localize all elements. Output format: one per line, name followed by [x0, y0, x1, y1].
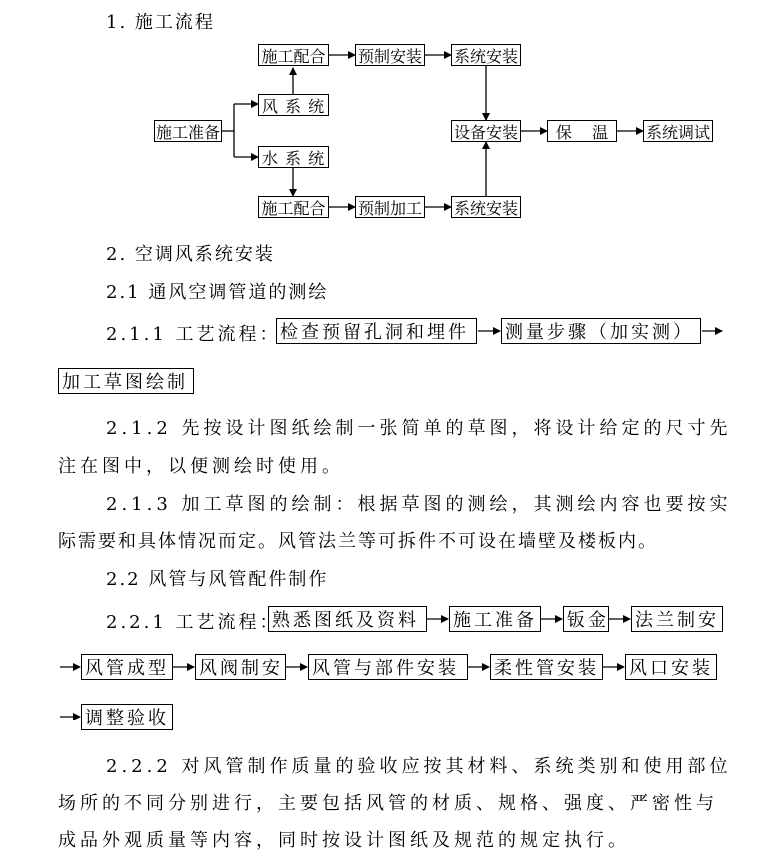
step-construction-prep: 施工准备 — [449, 606, 541, 632]
step-sheet-metal: 钣金 — [563, 606, 609, 632]
paragraph-212-line2: 注在图中，以便测绘时使用。 — [58, 456, 344, 477]
step-familiarize-drawings: 熟悉图纸及资料 — [268, 606, 427, 632]
box-system-install-top: 系统安装 — [451, 44, 521, 66]
heading-duct-survey: 2.1 通风空调管道的测绘 — [106, 282, 329, 303]
process-label-211: 2.1.1 工艺流程： — [106, 324, 281, 345]
paragraph-222-line3: 成品外观质量等内容，同时按设计图纸及规范的规定执行。 — [58, 830, 630, 851]
step-flange-fabrication: 法兰制安 — [631, 606, 723, 632]
box-system-debug: 系统调试 — [643, 120, 713, 142]
paragraph-222-line1: 2.2.2 对风管制作质量的验收应按其材料、系统类别和使用部位 — [106, 756, 732, 777]
step-duct-component-install: 风管与部件安装 — [308, 654, 468, 680]
paragraph-213-line2: 际需要和具体情况而定。风管法兰等可拆件不可设在墙壁及楼板内。 — [58, 531, 658, 552]
step-measure: 测量步骤（加实测） — [501, 318, 701, 344]
box-water-system: 水 系 统 — [258, 146, 329, 168]
step-duct-forming: 风管成型 — [81, 654, 173, 680]
box-equipment-install: 设备安装 — [451, 120, 521, 142]
box-prefab-install: 预制安装 — [355, 44, 425, 66]
box-insulation: 保 温 — [547, 120, 617, 142]
step-check-holes: 检查预留孔洞和埋件 — [276, 318, 477, 344]
step-adjust-acceptance: 调整验收 — [81, 704, 173, 730]
heading-air-system-install: 2. 空调风系统安装 — [106, 244, 275, 265]
step-sketch-drawing: 加工草图绘制 — [58, 368, 194, 394]
process-label-221: 2.2.1 工艺流程： — [106, 612, 281, 633]
paragraph-212-line1: 2.1.2 先按设计图纸绘制一张简单的草图，将设计给定的尺寸先 — [106, 418, 732, 439]
step-damper-fabrication: 风阀制安 — [195, 654, 286, 680]
box-system-install-bottom: 系统安装 — [451, 196, 521, 218]
heading-construction-process: 1. 施工流程 — [106, 12, 215, 33]
heading-duct-fabrication: 2.2 风管与风管配件制作 — [106, 569, 329, 590]
paragraph-213-line1: 2.1.3 加工草图的绘制：根据草图的测绘，其测绘内容也要按实 — [106, 494, 732, 515]
box-coordination-top: 施工配合 — [258, 44, 329, 66]
step-air-outlet-install: 风口安装 — [625, 654, 717, 680]
box-coordination-bottom: 施工配合 — [258, 196, 329, 218]
paragraph-222-line2: 场所的不同分别进行，主要包括风管的材质、规格、强度、严密性与 — [58, 793, 718, 814]
box-construction-prep: 施工准备 — [154, 120, 222, 142]
box-prefab-process: 预制加工 — [355, 196, 425, 218]
box-air-system: 风 系 统 — [258, 94, 329, 116]
step-flexible-duct-install: 柔性管安装 — [490, 654, 603, 680]
